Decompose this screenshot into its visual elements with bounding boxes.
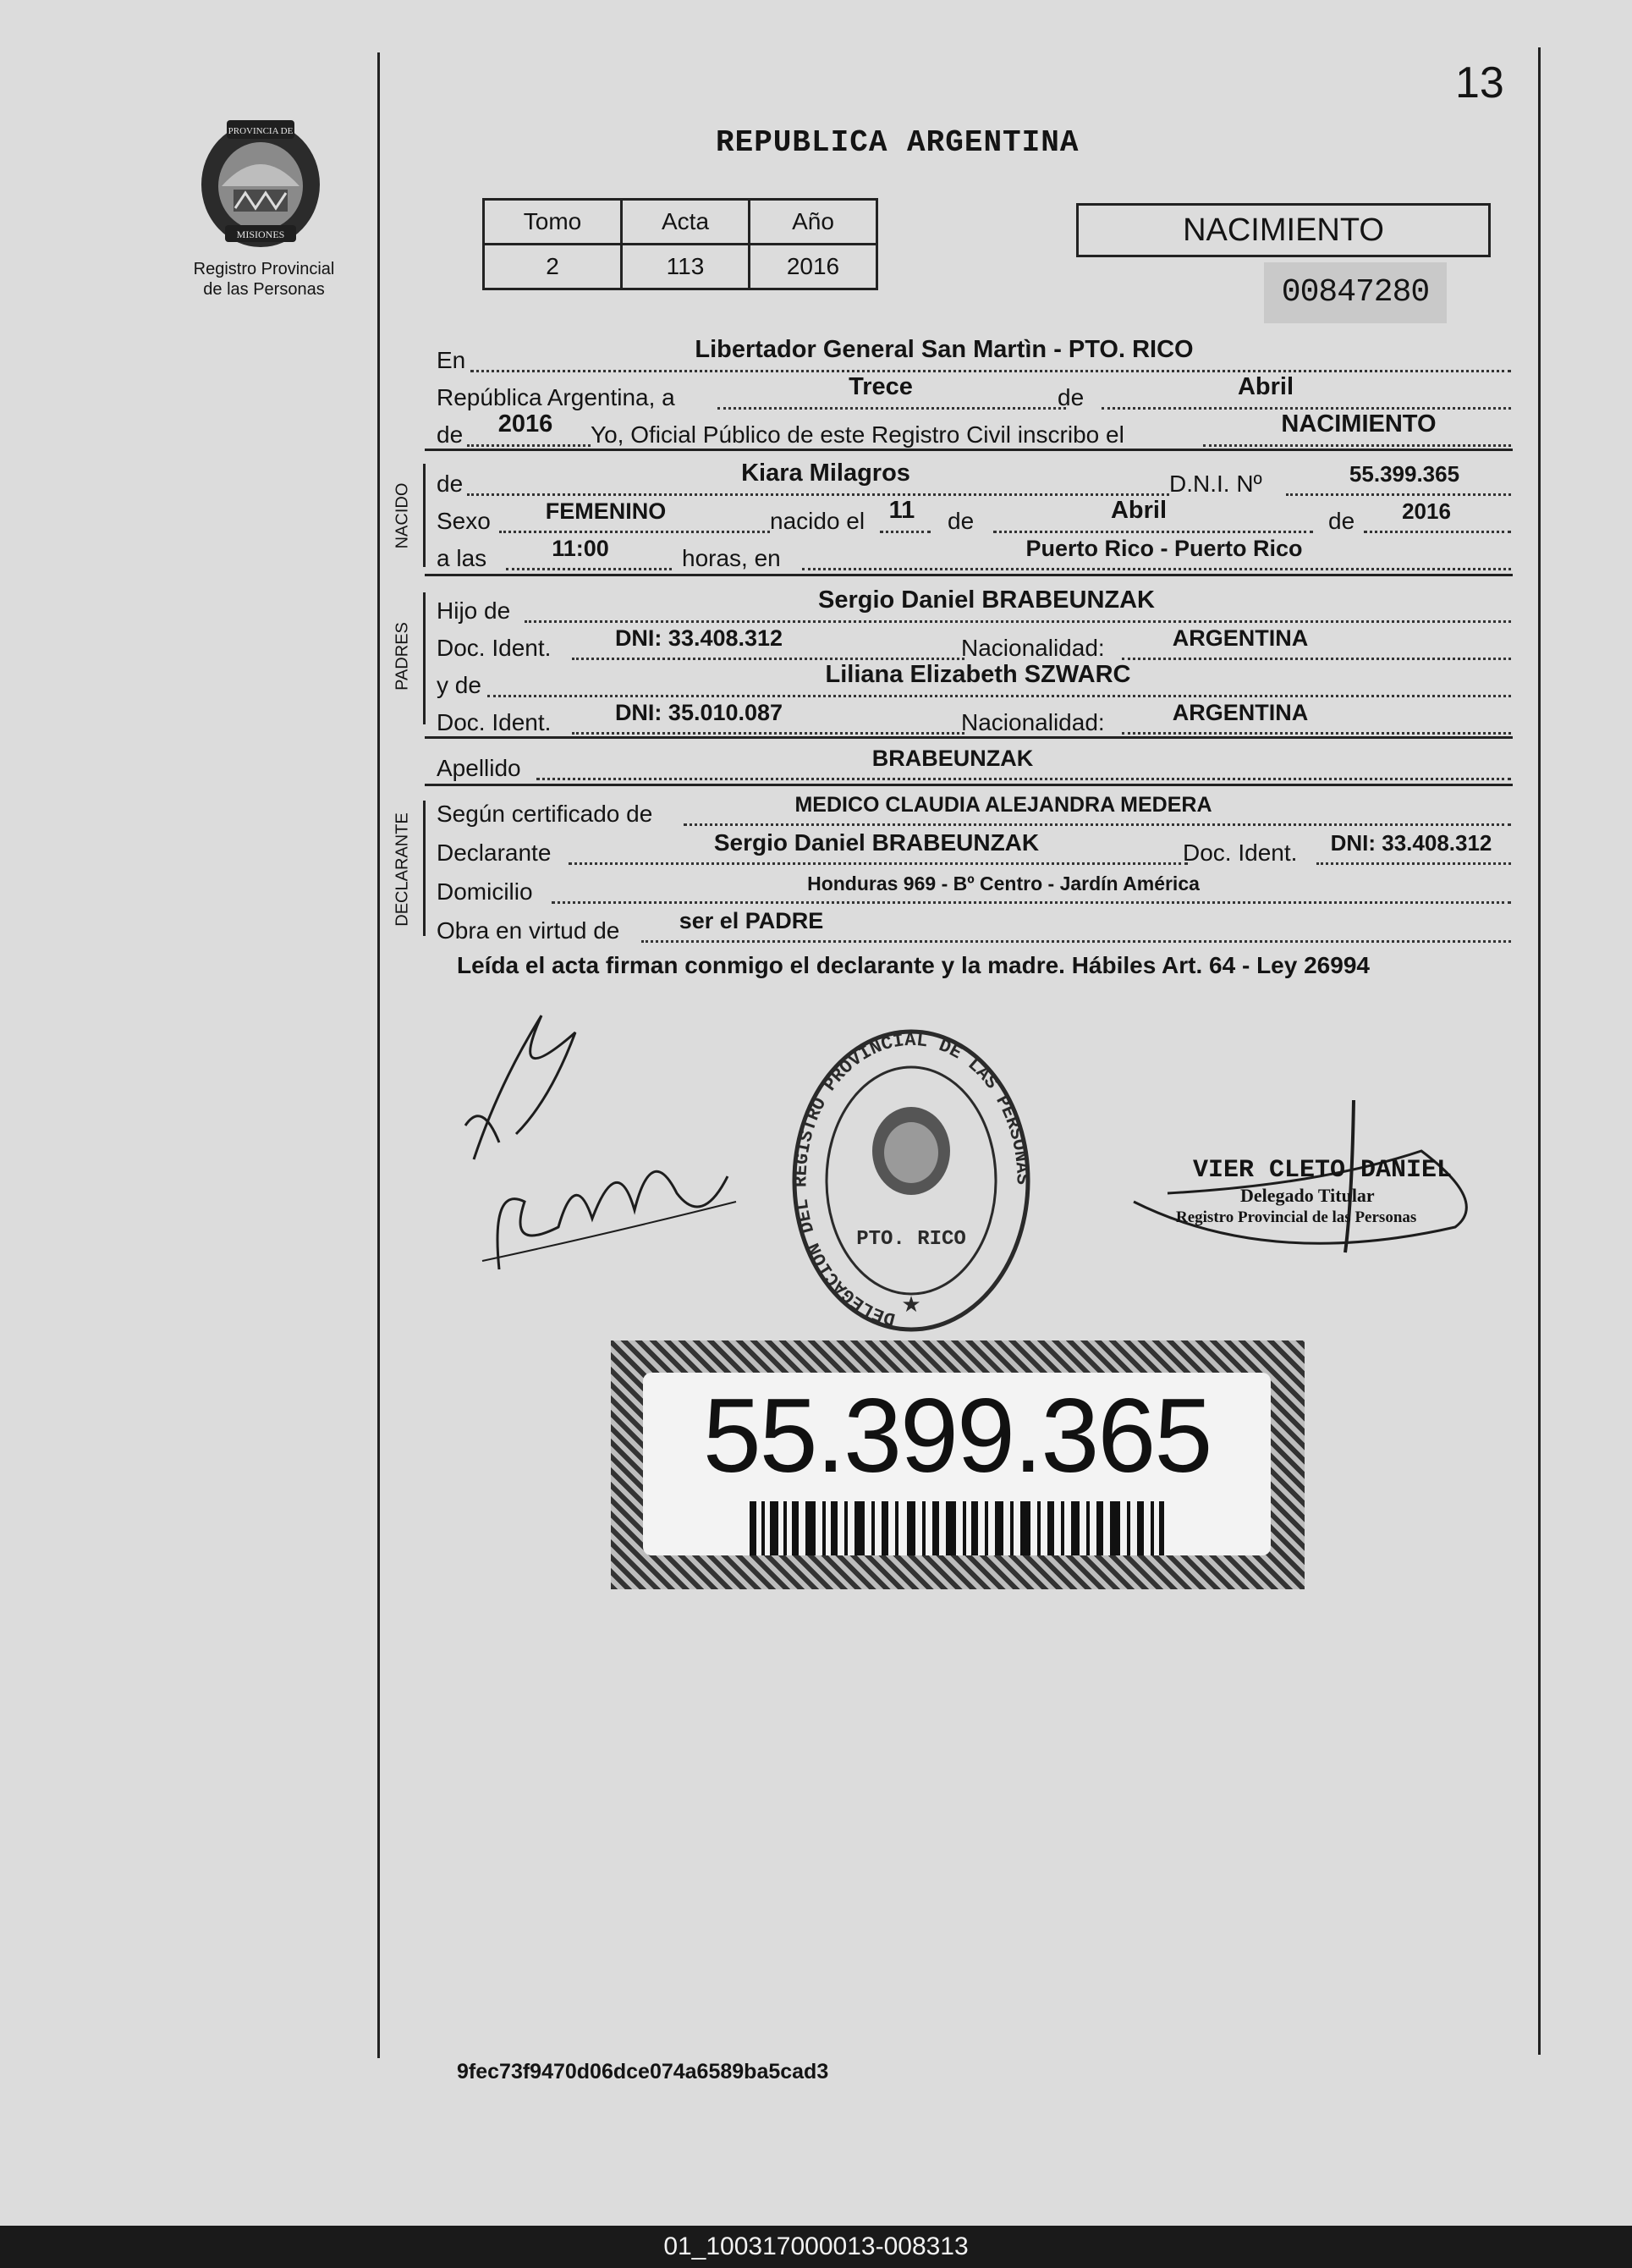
row-declarant — [437, 829, 1511, 868]
dotted-line — [569, 862, 1188, 865]
barcode-icon — [750, 1501, 1164, 1555]
declarante-bracket — [423, 801, 426, 936]
anio-header: Año — [750, 200, 877, 245]
sexo-label: Sexo — [437, 508, 491, 534]
dotted-line — [572, 658, 964, 660]
doc-label: Doc. Ident. — [437, 709, 552, 735]
birth-month-value: Abril — [1110, 497, 1168, 524]
dotted-line — [552, 901, 1511, 904]
dotted-line — [525, 620, 1511, 623]
domicilio-label: Domicilio — [437, 878, 533, 905]
tomo-value: 2 — [484, 245, 622, 289]
dni-sticker-number: 55.399.365 — [702, 1378, 1212, 1495]
time-value: 11:00 — [552, 536, 609, 561]
dotted-line — [572, 732, 964, 735]
officer-block — [1100, 1100, 1489, 1269]
signature-mother — [474, 1117, 745, 1286]
declarant-value: Sergio Daniel BRABEUNZAK — [713, 829, 1040, 856]
acta-table-header — [484, 200, 877, 245]
alas-label: a las — [437, 545, 487, 571]
dni-value: 55.399.365 — [1349, 461, 1460, 487]
place-value: Libertador General San Martìn - PTO. RICO — [695, 336, 1194, 363]
officer-role: Delegado Titular — [1240, 1185, 1375, 1206]
dotted-line — [1122, 658, 1511, 660]
declarant-doc-value: DNI: 33.408.312 — [1330, 830, 1492, 856]
country-title: REPUBLICA ARGENTINA — [716, 125, 1080, 160]
official-stamp — [789, 1024, 1034, 1337]
footer-id: 01_100317000013-008313 — [663, 2232, 969, 2260]
birth-place-value: Puerto Rico - Puerto Rico — [1025, 536, 1303, 561]
dotted-line — [684, 823, 1511, 826]
declarante-section-label: DECLARANTE — [393, 812, 412, 927]
dni-sticker — [611, 1340, 1305, 1589]
dotted-line — [1364, 531, 1511, 533]
row-certificate — [437, 790, 1511, 829]
row-mother-doc — [437, 699, 1511, 738]
nacionalidad-label: Nacionalidad: — [961, 635, 1105, 661]
dotted-line — [880, 531, 931, 533]
de2-label: de — [437, 421, 464, 448]
dotted-line — [641, 940, 1511, 943]
row-capacity — [437, 907, 1511, 946]
dotted-line — [1286, 493, 1511, 496]
statement-text: Yo, Oficial Público de este Registro Civil inscribo el — [591, 421, 1124, 448]
right-margin-line — [1538, 47, 1541, 2055]
obra-label: Obra en virtud de — [437, 917, 620, 944]
record-value: NACIMIENTO — [1281, 410, 1437, 438]
apellido-label: Apellido — [437, 755, 521, 781]
anio-value: 2016 — [750, 245, 877, 289]
doc-label: Doc. Ident. — [437, 635, 552, 661]
dotted-line — [470, 370, 1511, 372]
mother-doc-value: DNI: 35.010.087 — [614, 700, 783, 725]
declarante-label: Declarante — [437, 839, 552, 866]
month-value: Abril — [1237, 373, 1294, 400]
nacido-section-label: NACIDO — [393, 482, 412, 549]
left-margin-line — [377, 52, 380, 2058]
dotted-line — [506, 568, 672, 570]
dotted-line — [1122, 732, 1511, 735]
nacionalidad-label: Nacionalidad: — [961, 709, 1105, 735]
address-value: Honduras 969 - Bº Centro - Jardín América — [807, 873, 1200, 895]
year-value: 2016 — [497, 410, 553, 438]
nacido-label: nacido el — [770, 508, 865, 534]
dotted-line — [802, 568, 1511, 570]
footer-bar — [0, 2226, 1632, 2268]
day-value: Trece — [849, 373, 913, 400]
row-father-doc — [437, 625, 1511, 663]
certificate-value: MEDICO CLAUDIA ALEJANDRA MEDERA — [794, 793, 1212, 817]
birth-year-value: 2016 — [1402, 498, 1451, 524]
mother-name-value: Liliana Elizabeth SZWARC — [825, 661, 1131, 688]
dotted-line — [467, 493, 1169, 496]
de-label: de — [1058, 384, 1085, 410]
closing-text: Leída el acta firman conmigo el declarante y la madre. Hábiles Art. 64 - Ley 26994 — [457, 952, 1370, 978]
padres-section-label: PADRES — [393, 622, 412, 691]
dotted-line — [536, 778, 1511, 780]
row-name — [437, 460, 1511, 499]
acta-value: 113 — [622, 245, 750, 289]
birth-day-value: 11 — [888, 497, 915, 524]
mother-nationality-value: ARGENTINA — [1172, 700, 1309, 725]
svg-text:★: ★ — [901, 1291, 921, 1317]
cert-label: Según certificado de — [437, 801, 653, 827]
padres-bracket — [423, 592, 426, 724]
en-label: En — [437, 347, 466, 373]
record-type-box: NACIMIENTO — [1076, 203, 1491, 257]
separator-line — [425, 736, 1513, 739]
yde-label: y de — [437, 672, 481, 698]
row-date — [437, 374, 1511, 413]
dni-sticker-inner — [643, 1373, 1271, 1555]
row-place — [437, 337, 1511, 376]
dotted-line — [1102, 407, 1511, 410]
svg-text:PTO. RICO: PTO. RICO — [856, 1228, 966, 1251]
separator-line — [425, 449, 1513, 451]
surname-value: BRABEUNZAK — [871, 746, 1034, 771]
de-label: de — [437, 471, 464, 497]
registry-label: Registro Provincial de las Personas — [193, 260, 335, 299]
svg-text:DELEGACION DEL REGISTRO PROVIN: DELEGACION DEL REGISTRO PROVINCIAL DE LAS PERSONAS — [790, 1029, 1033, 1329]
dotted-line — [467, 444, 591, 447]
dotted-line — [499, 531, 770, 533]
svg-text:PROVINCIA DE: PROVINCIA DE — [228, 126, 294, 136]
hijo-label: Hijo de — [437, 597, 511, 624]
dotted-line — [717, 407, 1066, 410]
page-number: 13 — [1455, 58, 1504, 107]
doc-label: Doc. Ident. — [1183, 839, 1298, 866]
name-value: Kiara Milagros — [741, 460, 910, 487]
sex-value: FEMENINO — [545, 498, 667, 524]
row-surname — [437, 745, 1511, 784]
nacido-bracket — [423, 464, 426, 567]
acta-table — [482, 198, 878, 290]
father-name-value: Sergio Daniel BRABEUNZAK — [818, 586, 1155, 614]
serial-number: 00847280 — [1264, 262, 1447, 323]
row-address — [437, 868, 1511, 907]
separator-line — [425, 784, 1513, 786]
acta-header: Acta — [622, 200, 750, 245]
republic-label: República Argentina, a — [437, 384, 675, 410]
dotted-line — [1203, 444, 1511, 447]
dotted-line — [1316, 862, 1511, 865]
de-label: de — [948, 508, 975, 534]
officer-name: VIER CLETO DANIEL — [1193, 1156, 1453, 1185]
acta-table-values — [484, 245, 877, 289]
capacity-value: ser el PADRE — [679, 908, 824, 933]
row-time-place — [437, 535, 1511, 574]
horas-label: horas, en — [682, 545, 781, 571]
tomo-header: Tomo — [484, 200, 622, 245]
hash-code: 9fec73f9470d06dce074a6589ba5cad3 — [457, 2060, 829, 2084]
separator-line — [425, 574, 1513, 576]
row-sex — [437, 498, 1511, 537]
father-nationality-value: ARGENTINA — [1172, 625, 1309, 651]
dni-label: D.N.I. Nº — [1169, 471, 1262, 497]
de-label: de — [1328, 508, 1355, 534]
officer-org: Registro Provincial de las Personas — [1176, 1208, 1417, 1226]
dotted-line — [993, 531, 1313, 533]
row-mother — [437, 662, 1511, 701]
row-father — [437, 587, 1511, 626]
row-year — [437, 411, 1511, 450]
svg-text:MISIONES: MISIONES — [236, 228, 285, 240]
father-doc-value: DNI: 33.408.312 — [614, 625, 783, 651]
province-seal — [193, 108, 328, 252]
dotted-line — [487, 695, 1511, 697]
